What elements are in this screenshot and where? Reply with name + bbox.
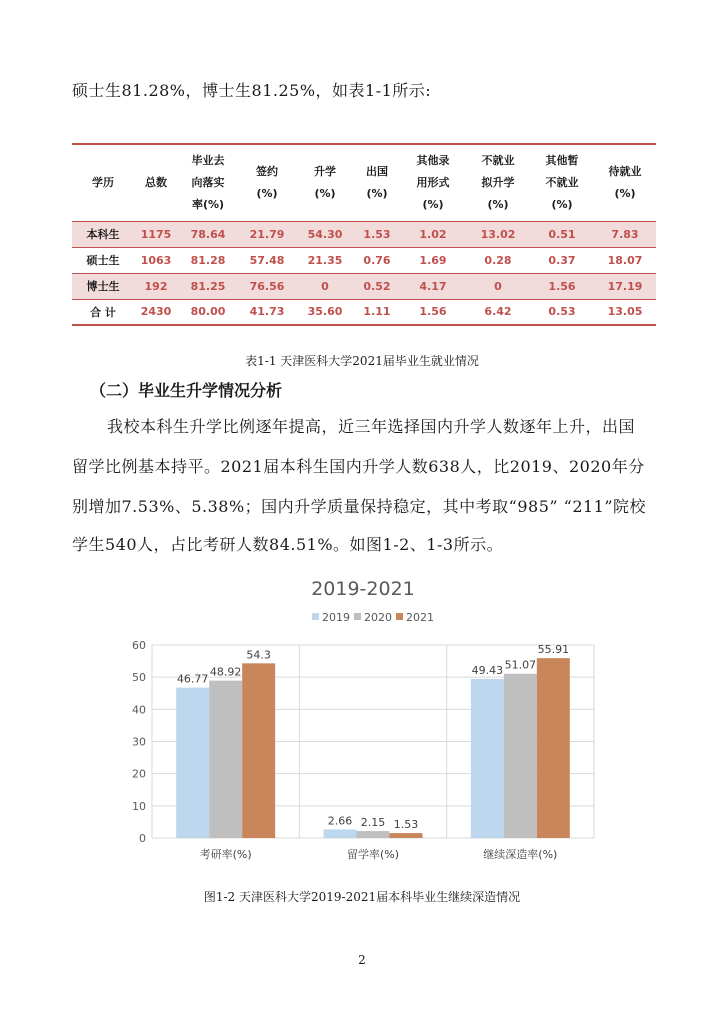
table-row (72, 247, 656, 273)
table-cell: 硕士生 (72, 247, 134, 273)
y-tick-label: 0 (139, 832, 146, 845)
paragraph-line: 留学比例基本持平。2021届本科生国内升学人数638人，比2019、2020年分 (72, 457, 645, 476)
table-cell: 21.79 (238, 221, 296, 247)
table-cell: 合 计 (72, 299, 134, 325)
paragraph-line: 别增加7.53%、5.38%；国内升学质量保持稳定，其中考取“985” “211”院校 (72, 497, 647, 516)
x-tick-label: 考研率(%) (199, 848, 252, 861)
data-label: 49.43 (471, 664, 504, 678)
table-cell: 0 (296, 273, 354, 299)
chart-container (120, 565, 606, 873)
table-cell: 2430 (134, 299, 178, 325)
data-label: 1.53 (393, 818, 419, 832)
table-cell: 1.02 (400, 221, 466, 247)
table-cell: 0.52 (354, 273, 400, 299)
header-cell: 升学 (%) (296, 144, 354, 221)
y-tick-label: 60 (132, 639, 146, 652)
header-cell: 学历 (72, 144, 134, 221)
y-tick-label: 20 (132, 767, 146, 781)
header-cell: 其他录 用形式 (%) (400, 144, 466, 221)
table-cell: 76.56 (238, 273, 296, 299)
data-label: 51.07 (504, 658, 537, 672)
table-cell: 1.56 (400, 299, 466, 325)
table-cell: 192 (134, 273, 178, 299)
data-label: 54.3 (246, 648, 271, 662)
y-tick-label: 50 (132, 671, 146, 685)
figure-caption: 图1-2 天津医科大学2019-2021届本科毕业生继续深造情况 (203, 890, 521, 904)
table-cell: 4.17 (400, 273, 466, 299)
legend-swatch-2019 (312, 613, 319, 620)
table-cell: 1.56 (530, 273, 594, 299)
bar-2021-2 (537, 658, 570, 838)
table-cell: 13.02 (466, 221, 530, 247)
data-label: 46.77 (176, 672, 209, 686)
header-cell: 其他暂 不就业 (%) (530, 144, 594, 221)
x-tick-label: 继续深造率(%) (483, 848, 558, 861)
table-cell: 78.64 (178, 221, 238, 247)
table-cell: 7.83 (594, 221, 656, 247)
table-cell: 13.05 (594, 299, 656, 325)
header-cell: 毕业去 向落实 率(%) (178, 144, 238, 221)
bar-2021-1 (390, 833, 423, 838)
header-cell: 待就业 (%) (594, 144, 656, 221)
header-cell: 总数 (134, 144, 178, 221)
table-cell: 本科生 (72, 221, 134, 247)
header-cell: 签约 (%) (238, 144, 296, 221)
table-cell: 1.53 (354, 221, 400, 247)
x-tick-label: 留学率(%) (346, 848, 400, 861)
table-cell: 54.30 (296, 221, 354, 247)
table-cell: 35.60 (296, 299, 354, 325)
page-number: 2 (358, 953, 366, 967)
bar-2020-2 (504, 674, 537, 838)
legend-label-2020: 2020 (364, 611, 392, 624)
section-heading: （二）毕业生升学情况分析 (90, 381, 283, 400)
data-label: 2.66 (327, 814, 353, 828)
y-tick-label: 40 (132, 703, 146, 717)
bar-chart (120, 565, 606, 873)
y-tick-label: 30 (132, 735, 146, 749)
legend-swatch-2020 (354, 613, 361, 620)
table-cell: 0.53 (530, 299, 594, 325)
table-cell: 1.11 (354, 299, 400, 325)
bar-2020-0 (209, 681, 242, 838)
table-cell: 1175 (134, 221, 178, 247)
table-cell: 0 (466, 273, 530, 299)
table-cell: 1.69 (400, 247, 466, 273)
bar-2019-0 (176, 688, 209, 838)
table-cell: 0.51 (530, 221, 594, 247)
table-cell: 0.28 (466, 247, 530, 273)
header-cell: 出国 (%) (354, 144, 400, 221)
bar-2019-1 (324, 829, 357, 838)
table-cell: 0.76 (354, 247, 400, 273)
table-cell: 57.48 (238, 247, 296, 273)
table-cell: 21.35 (296, 247, 354, 273)
table-cell: 6.42 (466, 299, 530, 325)
table-caption: 表1-1 天津医科大学2021届毕业生就业情况 (245, 354, 479, 368)
table-cell: 17.19 (594, 273, 656, 299)
header-cell: 不就业 拟升学 (%) (466, 144, 530, 221)
table-row (72, 273, 656, 299)
table-row (72, 221, 656, 247)
table-cell: 博士生 (72, 273, 134, 299)
y-tick-label: 10 (132, 799, 146, 813)
table-cell: 80.00 (178, 299, 238, 325)
legend-label-2019: 2019 (322, 611, 350, 624)
data-label: 48.92 (209, 665, 242, 679)
data-label: 2.15 (360, 816, 386, 830)
data-label: 55.91 (537, 643, 570, 657)
bar-2021-0 (242, 663, 275, 838)
employment-table (72, 143, 656, 326)
table-cell: 0.37 (530, 247, 594, 273)
table-cell: 1063 (134, 247, 178, 273)
table-header-row (72, 144, 656, 221)
bar-2019-2 (471, 679, 504, 838)
chart-title: 2019-2021 (311, 578, 415, 600)
table-cell: 41.73 (238, 299, 296, 325)
legend-swatch-2021 (396, 613, 403, 620)
paragraph-line: 学生540人，占比考研人数84.51%。如图1-2、1-3所示。 (72, 535, 504, 554)
legend-label-2021: 2021 (406, 611, 434, 624)
paragraph-line: 我校本科生升学比例逐年提高，近三年选择国内升学人数逐年上升，出国 (107, 417, 636, 436)
table-cell: 18.07 (594, 247, 656, 273)
bar-2020-1 (357, 831, 390, 838)
table-cell: 81.25 (178, 273, 238, 299)
table-cell: 81.28 (178, 247, 238, 273)
table-row (72, 299, 656, 325)
intro-line: 硕士生81.28%，博士生81.25%，如表1-1所示: (72, 81, 432, 100)
